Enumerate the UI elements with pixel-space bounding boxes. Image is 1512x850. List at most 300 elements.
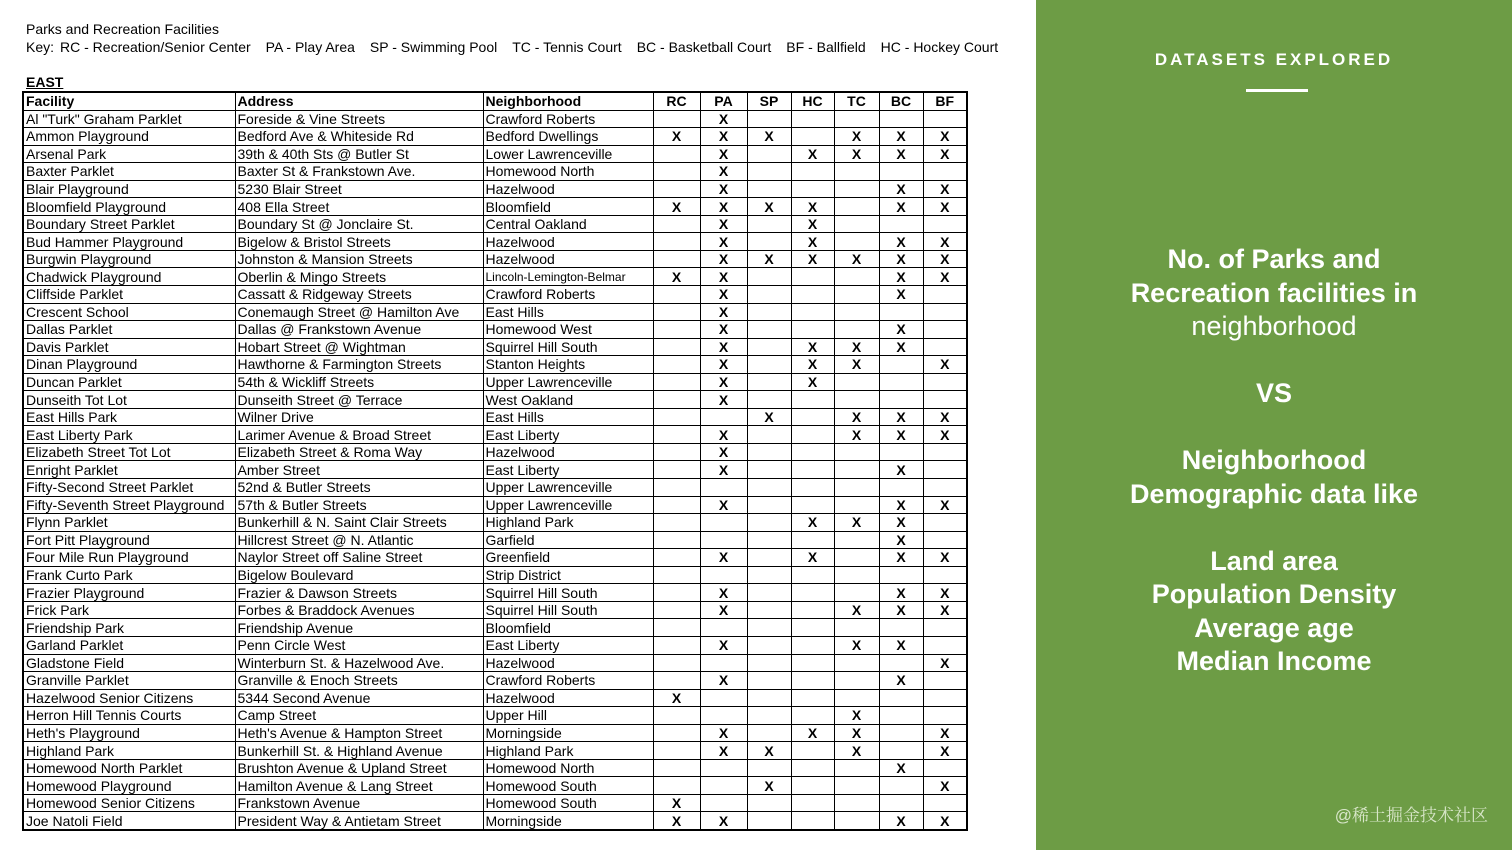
facility-flag-cell	[747, 145, 791, 163]
address-cell: Winterburn St. & Hazelwood Ave.	[235, 654, 483, 672]
facility-flag-cell	[653, 777, 700, 795]
table-row	[23, 794, 967, 812]
table-row	[23, 443, 967, 461]
key-item: SP - Swimming Pool	[369, 39, 498, 55]
facility-cell: Herron Hill Tennis Courts	[23, 707, 235, 725]
facility-flag-cell	[834, 689, 879, 707]
facility-flag-cell	[834, 584, 879, 602]
facility-flag-cell	[653, 672, 700, 690]
key-item: RC - Recreation/Senior Center	[60, 39, 251, 55]
address-cell: Bunkerhill & N. Saint Clair Streets	[235, 514, 483, 532]
facility-flag-cell: X	[700, 373, 747, 391]
facility-flag-cell	[923, 286, 967, 304]
facility-flag-cell: X	[923, 549, 967, 567]
facilities-table	[22, 91, 968, 831]
address-cell: Frankstown Avenue	[235, 794, 483, 812]
facility-flag-cell	[834, 794, 879, 812]
facility-flag-cell: X	[791, 338, 834, 356]
facility-flag-cell	[700, 479, 747, 497]
facility-flag-cell	[923, 373, 967, 391]
panel-line-1: No. of Parks and	[1167, 244, 1381, 274]
address-cell: Boundary St @ Jonclaire St.	[235, 215, 483, 233]
facility-flag-cell: X	[700, 268, 747, 286]
facility-flag-cell: X	[653, 812, 700, 830]
facility-flag-cell	[879, 391, 923, 409]
address-cell: Bigelow Boulevard	[235, 566, 483, 584]
facility-flag-cell: X	[879, 531, 923, 549]
facility-flag-cell	[791, 531, 834, 549]
facility-flag-cell: X	[747, 250, 791, 268]
neighborhood-cell: Hazelwood	[483, 689, 653, 707]
facility-flag-cell	[747, 566, 791, 584]
facility-flag-cell	[923, 672, 967, 690]
facility-flag-cell: X	[747, 408, 791, 426]
facility-cell: Four Mile Run Playground	[23, 549, 235, 567]
facility-flag-cell: X	[879, 286, 923, 304]
column-header: BF	[923, 92, 967, 110]
facility-flag-cell	[879, 707, 923, 725]
facility-flag-cell	[653, 215, 700, 233]
facility-flag-cell: X	[879, 759, 923, 777]
facility-flag-cell: X	[879, 601, 923, 619]
facility-flag-cell	[791, 759, 834, 777]
neighborhood-cell: Upper Hill	[483, 707, 653, 725]
panel-metric: Average age	[1194, 612, 1354, 643]
facility-flag-cell: X	[834, 426, 879, 444]
table-row	[23, 672, 967, 690]
address-cell: 52nd & Butler Streets	[235, 479, 483, 497]
facility-cell: Crescent School	[23, 303, 235, 321]
facility-flag-cell	[653, 233, 700, 251]
facility-flag-cell	[747, 180, 791, 198]
facility-cell: Homewood Playground	[23, 777, 235, 795]
facility-flag-cell: X	[653, 794, 700, 812]
table-row	[23, 233, 967, 251]
facility-cell: Elizabeth Street Tot Lot	[23, 443, 235, 461]
heading-rule	[1246, 89, 1308, 92]
facility-flag-cell: X	[879, 549, 923, 567]
panel-vs: VS	[1255, 378, 1293, 408]
table-row	[23, 654, 967, 672]
address-cell: Dallas @ Frankstown Avenue	[235, 321, 483, 339]
facility-flag-cell	[834, 812, 879, 830]
neighborhood-cell: Hazelwood	[483, 250, 653, 268]
address-cell: Larimer Avenue & Broad Street	[235, 426, 483, 444]
neighborhood-cell: Homewood South	[483, 777, 653, 795]
facility-flag-cell	[791, 443, 834, 461]
facility-cell: Garland Parklet	[23, 636, 235, 654]
facility-cell: Burgwin Playground	[23, 250, 235, 268]
facility-flag-cell: X	[700, 672, 747, 690]
facility-flag-cell	[747, 496, 791, 514]
facility-flag-cell	[653, 461, 700, 479]
facility-flag-cell: X	[834, 145, 879, 163]
neighborhood-cell: Homewood North	[483, 163, 653, 181]
facility-flag-cell	[834, 443, 879, 461]
facility-flag-cell	[834, 303, 879, 321]
facility-flag-cell: X	[879, 268, 923, 286]
address-cell: Hillcrest Street @ N. Atlantic	[235, 531, 483, 549]
facility-flag-cell: X	[700, 812, 747, 830]
column-header: SP	[747, 92, 791, 110]
neighborhood-cell: Homewood South	[483, 794, 653, 812]
facility-flag-cell: X	[923, 268, 967, 286]
table-row	[23, 110, 967, 128]
facility-cell: Enright Parklet	[23, 461, 235, 479]
facility-flag-cell	[879, 356, 923, 374]
neighborhood-cell: Greenfield	[483, 549, 653, 567]
facility-flag-cell	[653, 250, 700, 268]
address-cell: Frazier & Dawson Streets	[235, 584, 483, 602]
facility-flag-cell: X	[834, 356, 879, 374]
table-row	[23, 321, 967, 339]
facility-flag-cell	[653, 707, 700, 725]
panel-metric: Population Density	[1151, 579, 1397, 609]
address-cell: Cassatt & Ridgeway Streets	[235, 286, 483, 304]
table-row	[23, 163, 967, 181]
facility-cell: Blair Playground	[23, 180, 235, 198]
neighborhood-cell: Morningside	[483, 724, 653, 742]
facility-flag-cell	[653, 303, 700, 321]
column-header: BC	[879, 92, 923, 110]
address-cell: 408 Ella Street	[235, 198, 483, 216]
facility-cell: Flynn Parklet	[23, 514, 235, 532]
facility-flag-cell	[653, 338, 700, 356]
table-row	[23, 759, 967, 777]
facility-cell: Homewood Senior Citizens	[23, 794, 235, 812]
facility-flag-cell: X	[700, 443, 747, 461]
facility-flag-cell	[653, 601, 700, 619]
address-cell: Conemaugh Street @ Hamilton Ave	[235, 303, 483, 321]
facility-flag-cell: X	[834, 408, 879, 426]
facility-flag-cell: X	[700, 601, 747, 619]
facility-flag-cell: X	[879, 198, 923, 216]
facility-flag-cell	[879, 215, 923, 233]
facility-flag-cell: X	[879, 145, 923, 163]
facility-flag-cell: X	[834, 601, 879, 619]
facility-flag-cell	[653, 356, 700, 374]
column-header: Neighborhood	[483, 92, 653, 110]
datasets-panel	[1036, 0, 1512, 850]
facility-flag-cell	[923, 514, 967, 532]
facility-flag-cell	[700, 514, 747, 532]
facility-cell: East Liberty Park	[23, 426, 235, 444]
facility-flag-cell	[791, 566, 834, 584]
facility-flag-cell	[879, 724, 923, 742]
facility-flag-cell	[747, 531, 791, 549]
facility-flag-cell	[700, 777, 747, 795]
facility-flag-cell	[700, 654, 747, 672]
neighborhood-cell: Lower Lawrenceville	[483, 145, 653, 163]
facility-flag-cell: X	[700, 110, 747, 128]
facility-cell: Chadwick Playground	[23, 268, 235, 286]
facility-flag-cell	[834, 461, 879, 479]
facility-flag-cell	[653, 549, 700, 567]
facility-flag-cell	[747, 707, 791, 725]
facility-flag-cell: X	[747, 198, 791, 216]
facility-flag-cell	[923, 391, 967, 409]
facility-flag-cell	[923, 636, 967, 654]
table-row	[23, 356, 967, 374]
facility-flag-cell	[879, 794, 923, 812]
table-row	[23, 373, 967, 391]
facility-flag-cell	[791, 636, 834, 654]
facility-cell: Al "Turk" Graham Parklet	[23, 110, 235, 128]
facility-flag-cell: X	[700, 250, 747, 268]
facility-flag-cell	[834, 654, 879, 672]
table-row	[23, 724, 967, 742]
facility-flag-cell: X	[923, 724, 967, 742]
table-row	[23, 812, 967, 830]
facility-flag-cell: X	[700, 180, 747, 198]
address-cell: Elizabeth Street & Roma Way	[235, 443, 483, 461]
facility-flag-cell	[923, 215, 967, 233]
address-cell: Foreside & Vine Streets	[235, 110, 483, 128]
table-row	[23, 636, 967, 654]
facility-flag-cell	[747, 636, 791, 654]
facility-cell: Friendship Park	[23, 619, 235, 637]
facility-flag-cell: X	[700, 303, 747, 321]
facility-flag-cell	[923, 566, 967, 584]
panel-body	[1036, 243, 1512, 679]
facility-cell: Dunseith Tot Lot	[23, 391, 235, 409]
facility-flag-cell: X	[700, 496, 747, 514]
neighborhood-cell: Upper Lawrenceville	[483, 496, 653, 514]
facility-flag-cell: X	[834, 250, 879, 268]
neighborhood-cell: Strip District	[483, 566, 653, 584]
facility-flag-cell	[653, 619, 700, 637]
facility-flag-cell	[791, 426, 834, 444]
table-row	[23, 531, 967, 549]
facility-flag-cell	[879, 742, 923, 760]
facility-flag-cell	[923, 461, 967, 479]
address-cell: Granville & Enoch Streets	[235, 672, 483, 690]
facility-flag-cell: X	[747, 742, 791, 760]
neighborhood-cell: East Hills	[483, 408, 653, 426]
facility-flag-cell	[653, 759, 700, 777]
neighborhood-cell: Highland Park	[483, 742, 653, 760]
facility-flag-cell	[653, 180, 700, 198]
facility-cell: Dallas Parklet	[23, 321, 235, 339]
facility-flag-cell	[700, 689, 747, 707]
address-cell: Brushton Avenue & Upland Street	[235, 759, 483, 777]
facility-flag-cell	[653, 163, 700, 181]
facility-flag-cell: X	[923, 233, 967, 251]
facility-flag-cell: X	[879, 812, 923, 830]
facility-flag-cell	[653, 724, 700, 742]
table-row	[23, 198, 967, 216]
facility-flag-cell: X	[791, 233, 834, 251]
table-row	[23, 180, 967, 198]
address-cell: Baxter St & Frankstown Ave.	[235, 163, 483, 181]
facility-flag-cell	[791, 672, 834, 690]
neighborhood-cell: Hazelwood	[483, 233, 653, 251]
table-row	[23, 601, 967, 619]
facility-flag-cell: X	[879, 338, 923, 356]
facility-flag-cell	[700, 794, 747, 812]
facility-flag-cell	[879, 689, 923, 707]
facility-cell: Duncan Parklet	[23, 373, 235, 391]
facility-flag-cell: X	[923, 601, 967, 619]
neighborhood-cell: East Hills	[483, 303, 653, 321]
neighborhood-cell: Upper Lawrenceville	[483, 479, 653, 497]
facility-flag-cell: X	[834, 742, 879, 760]
facility-flag-cell: X	[653, 128, 700, 146]
facility-flag-cell	[834, 180, 879, 198]
facility-flag-cell	[834, 672, 879, 690]
facility-flag-cell	[879, 619, 923, 637]
facility-flag-cell	[653, 145, 700, 163]
table-row	[23, 689, 967, 707]
facility-flag-cell: X	[791, 215, 834, 233]
key-label: Key:	[26, 39, 55, 55]
facility-flag-cell	[879, 443, 923, 461]
facility-flag-cell: X	[923, 742, 967, 760]
address-cell: Hamilton Avenue & Lang Street	[235, 777, 483, 795]
facility-flag-cell	[834, 479, 879, 497]
address-cell: Friendship Avenue	[235, 619, 483, 637]
facility-flag-cell: X	[700, 338, 747, 356]
facility-cell: Hazelwood Senior Citizens	[23, 689, 235, 707]
facility-flag-cell: X	[747, 777, 791, 795]
panel-line-4: Neighborhood	[1181, 445, 1367, 475]
facility-cell: Frank Curto Park	[23, 566, 235, 584]
facility-flag-cell: X	[791, 724, 834, 742]
facility-flag-cell: X	[700, 391, 747, 409]
facility-flag-cell	[834, 619, 879, 637]
facility-flag-cell	[834, 198, 879, 216]
facility-flag-cell	[791, 391, 834, 409]
facility-flag-cell: X	[879, 408, 923, 426]
facility-flag-cell	[834, 268, 879, 286]
table-row	[23, 707, 967, 725]
facility-flag-cell	[834, 110, 879, 128]
facility-flag-cell	[747, 268, 791, 286]
panel-heading: DATASETS EXPLORED	[1154, 50, 1394, 69]
facility-flag-cell	[747, 549, 791, 567]
facility-flag-cell	[653, 479, 700, 497]
facility-flag-cell	[791, 689, 834, 707]
facility-flag-cell	[834, 286, 879, 304]
facility-flag-cell: X	[923, 777, 967, 795]
facility-flag-cell	[747, 163, 791, 181]
facility-flag-cell	[747, 514, 791, 532]
facility-flag-cell	[653, 286, 700, 304]
facility-flag-cell: X	[791, 549, 834, 567]
address-cell: Forbes & Braddock Avenues	[235, 601, 483, 619]
facility-flag-cell: X	[791, 250, 834, 268]
facility-flag-cell	[879, 163, 923, 181]
address-cell: Wilner Drive	[235, 408, 483, 426]
table-row	[23, 514, 967, 532]
column-header: Address	[235, 92, 483, 110]
facility-flag-cell: X	[923, 654, 967, 672]
facility-flag-cell: X	[923, 496, 967, 514]
facility-flag-cell	[700, 619, 747, 637]
facility-flag-cell	[791, 321, 834, 339]
neighborhood-cell: Central Oakland	[483, 215, 653, 233]
panel-metric: Land area	[1210, 545, 1338, 576]
address-cell: Dunseith Street @ Terrace	[235, 391, 483, 409]
address-cell: Amber Street	[235, 461, 483, 479]
facility-cell: Boundary Street Parklet	[23, 215, 235, 233]
facility-flag-cell	[834, 321, 879, 339]
neighborhood-cell: East Liberty	[483, 426, 653, 444]
facility-cell: Highland Park	[23, 742, 235, 760]
facility-flag-cell	[923, 479, 967, 497]
facility-flag-cell: X	[700, 461, 747, 479]
facility-flag-cell	[879, 110, 923, 128]
address-cell: 39th & 40th Sts @ Butler St	[235, 145, 483, 163]
document-title: Parks and Recreation Facilities	[26, 21, 219, 37]
facility-flag-cell: X	[923, 145, 967, 163]
facility-flag-cell	[923, 689, 967, 707]
table-row	[23, 303, 967, 321]
facility-cell: Granville Parklet	[23, 672, 235, 690]
facility-cell: Ammon Playground	[23, 128, 235, 146]
facility-flag-cell	[747, 215, 791, 233]
facility-flag-cell	[653, 408, 700, 426]
table-row	[23, 461, 967, 479]
facility-cell: Arsenal Park	[23, 145, 235, 163]
facility-flag-cell: X	[791, 356, 834, 374]
facility-cell: Bloomfield Playground	[23, 198, 235, 216]
facility-flag-cell: X	[700, 742, 747, 760]
address-cell: Bunkerhill St. & Highland Avenue	[235, 742, 483, 760]
facility-flag-cell: X	[791, 145, 834, 163]
facility-flag-cell	[653, 443, 700, 461]
table-header-row	[23, 92, 967, 110]
facility-flag-cell	[700, 759, 747, 777]
facility-flag-cell: X	[700, 215, 747, 233]
facility-flag-cell	[834, 391, 879, 409]
facility-flag-cell	[923, 794, 967, 812]
facility-cell: Davis Parklet	[23, 338, 235, 356]
facility-flag-cell	[791, 601, 834, 619]
facility-flag-cell	[879, 777, 923, 795]
address-cell: Oberlin & Mingo Streets	[235, 268, 483, 286]
address-cell: Camp Street	[235, 707, 483, 725]
facility-cell: Homewood North Parklet	[23, 759, 235, 777]
address-cell: 54th & Wickliff Streets	[235, 373, 483, 391]
facility-flag-cell	[791, 286, 834, 304]
facility-flag-cell: X	[791, 514, 834, 532]
facility-flag-cell: X	[653, 268, 700, 286]
facility-flag-cell	[834, 777, 879, 795]
key-item: HC - Hockey Court	[880, 39, 999, 55]
neighborhood-cell: Squirrel Hill South	[483, 601, 653, 619]
table-row	[23, 286, 967, 304]
facility-flag-cell	[747, 391, 791, 409]
facility-cell: Fort Pitt Playground	[23, 531, 235, 549]
address-cell: Naylor Street off Saline Street	[235, 549, 483, 567]
facility-flag-cell	[653, 373, 700, 391]
facility-flag-cell: X	[653, 198, 700, 216]
panel-line-2: Recreation facilities in	[1130, 277, 1418, 308]
facility-cell: East Hills Park	[23, 408, 235, 426]
facility-flag-cell: X	[923, 198, 967, 216]
neighborhood-cell: Bloomfield	[483, 198, 653, 216]
facility-cell: Bud Hammer Playground	[23, 233, 235, 251]
facility-flag-cell: X	[834, 514, 879, 532]
facility-flag-cell	[747, 338, 791, 356]
facility-cell: Gladstone Field	[23, 654, 235, 672]
facility-flag-cell	[923, 619, 967, 637]
facility-cell: Dinan Playground	[23, 356, 235, 374]
facility-flag-cell	[879, 303, 923, 321]
facility-flag-cell	[791, 268, 834, 286]
facility-flag-cell: X	[879, 672, 923, 690]
